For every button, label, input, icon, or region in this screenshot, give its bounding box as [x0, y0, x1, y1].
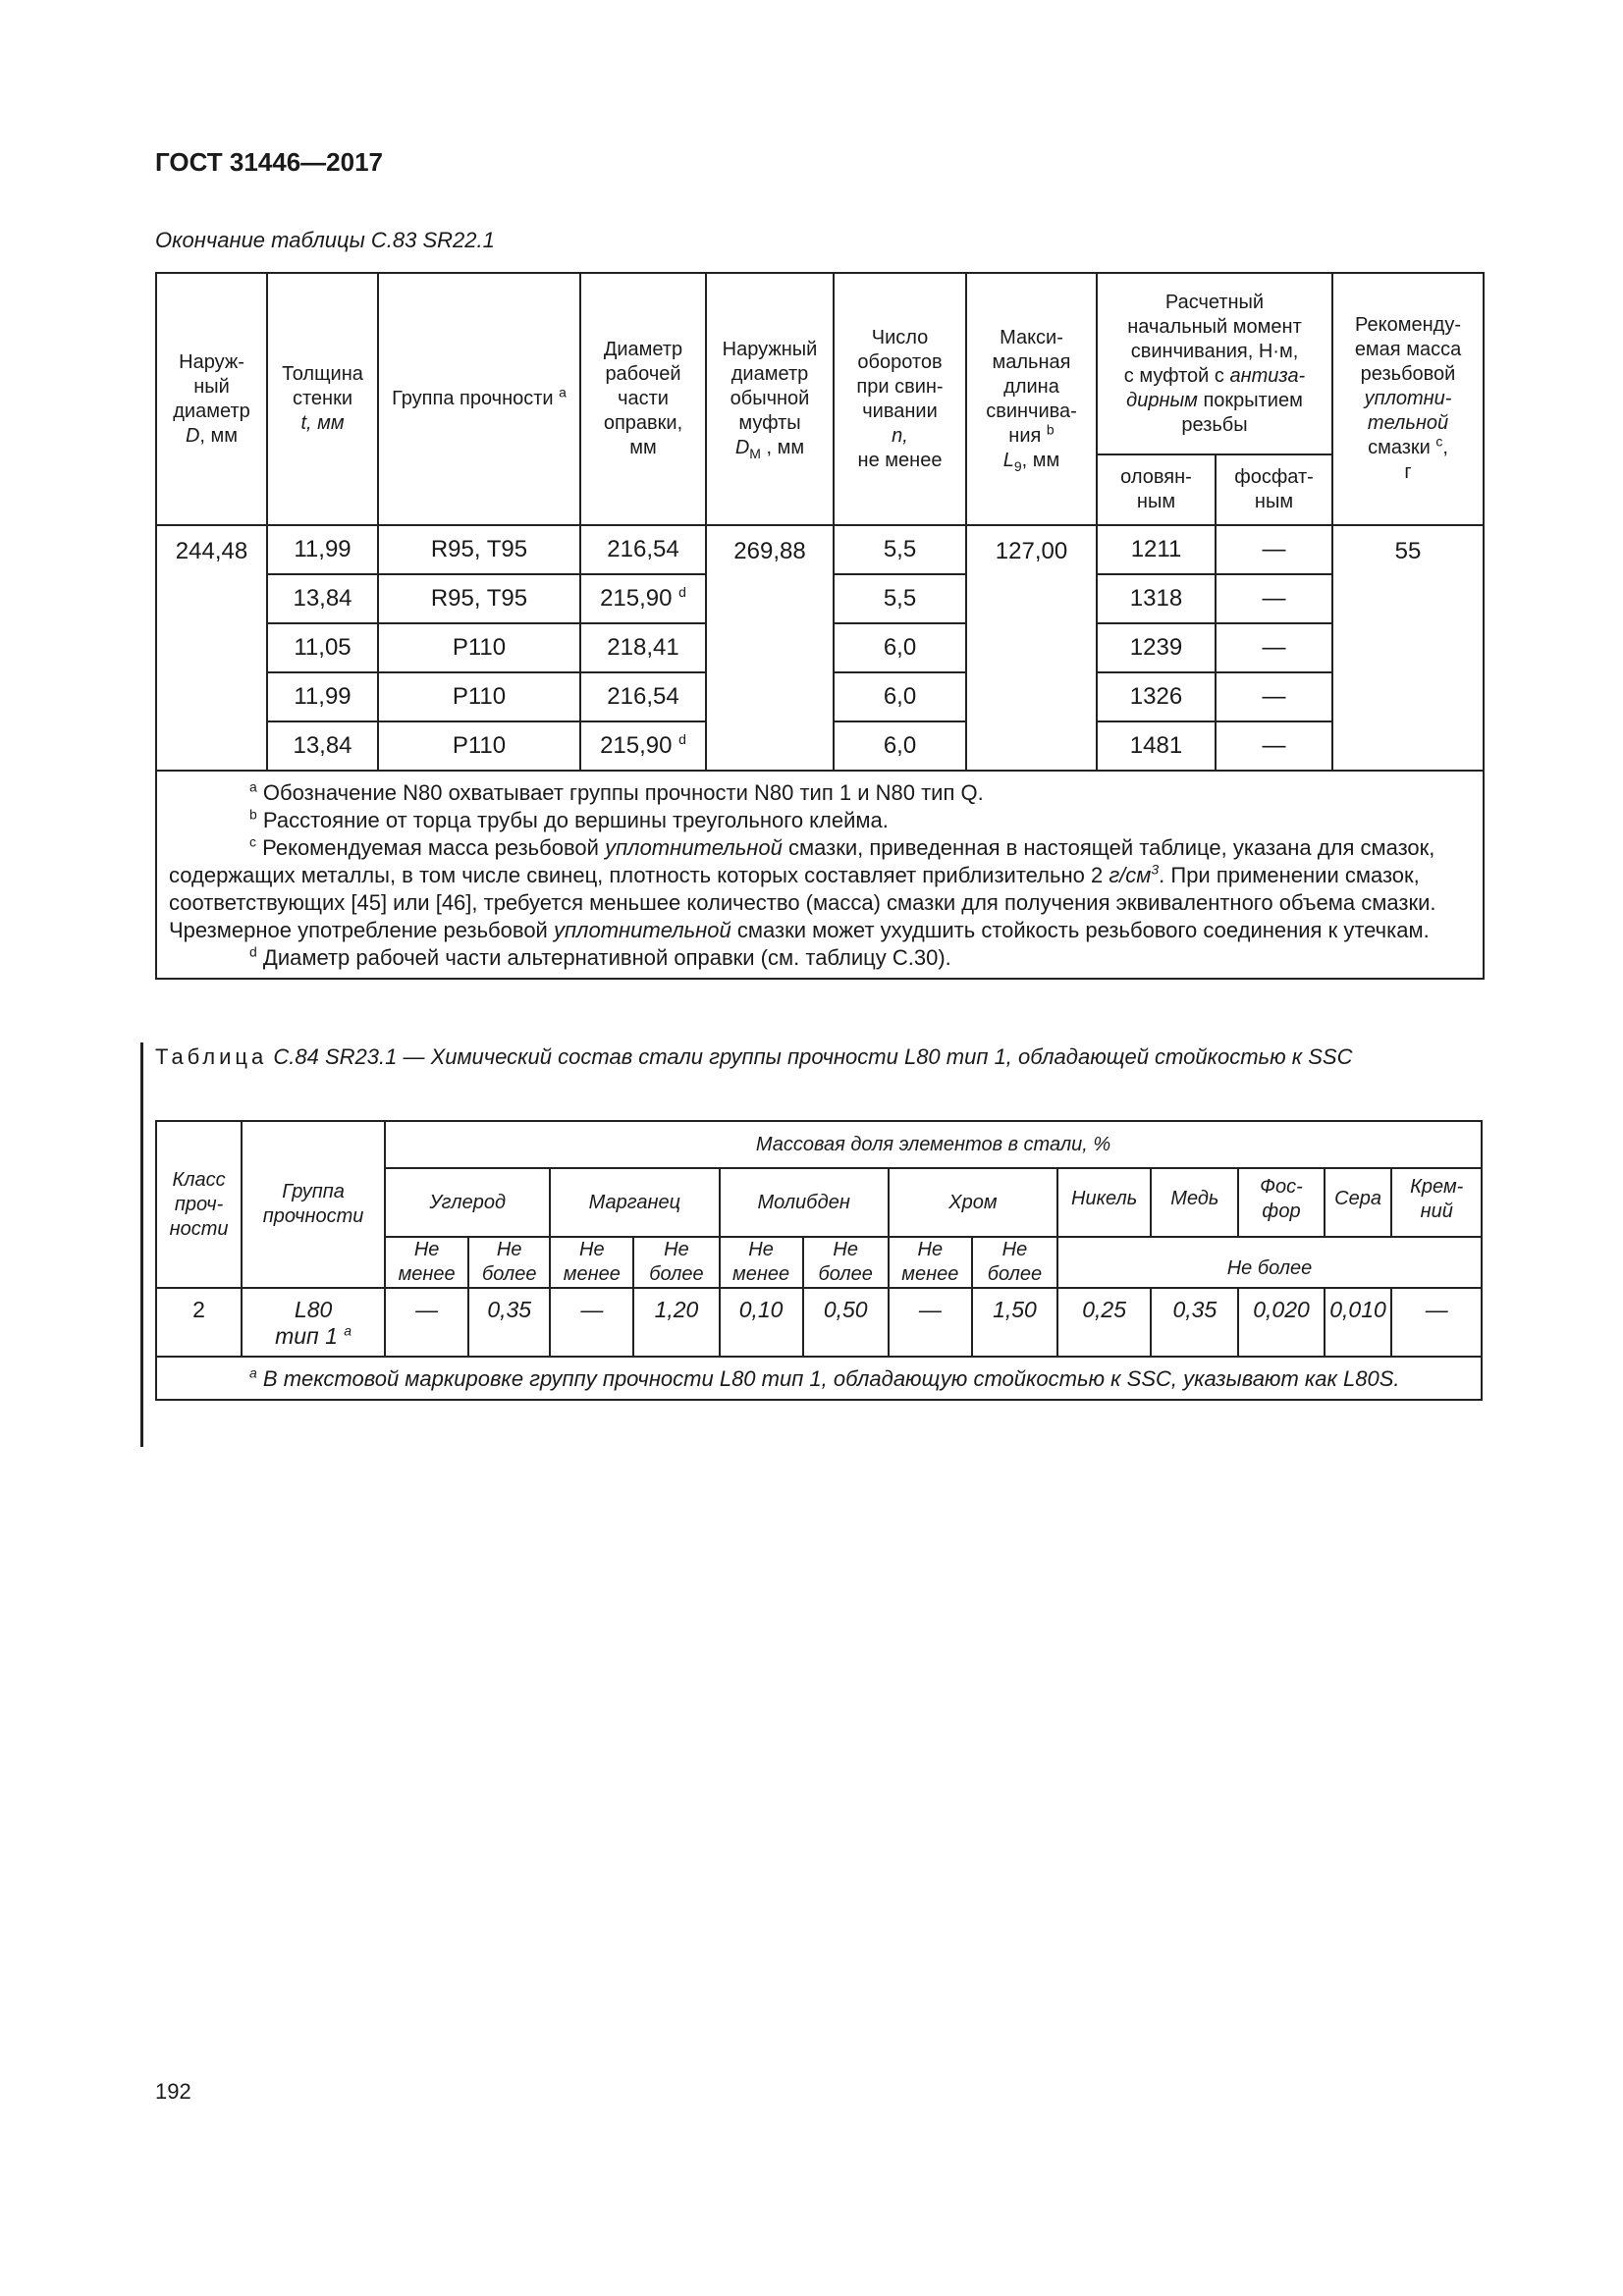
- cell-wall: 13,84: [267, 574, 378, 623]
- header-molybdenum: Молибден: [720, 1168, 889, 1237]
- header-makeup-torque: Расчетный начальный момент свинчивания, Н·м, с муфтой с антиза- дирным покрытием резьбы: [1097, 273, 1332, 454]
- header-tin-coating: оловян- ным: [1097, 454, 1216, 525]
- cell-tin: 1239: [1097, 623, 1216, 672]
- cell-tin: 1326: [1097, 672, 1216, 721]
- cell-mn-min: —: [550, 1288, 633, 1357]
- table-row: [156, 1288, 1482, 1357]
- cell-grade: R95, T95: [378, 525, 580, 574]
- cell-mo-max: 0,50: [803, 1288, 889, 1357]
- note-a: $^a$ Обозначение N80 охватывает группы прочности N80 тип 1 и N80 тип Q.: [249, 778, 984, 805]
- cell-tin: 1211: [1097, 525, 1216, 574]
- table1: [155, 272, 1485, 980]
- cell-phos: —: [1216, 721, 1332, 771]
- cell-tin: 1318: [1097, 574, 1216, 623]
- header-max-length: Макси- мальная длина свинчива- ния $^b$ $L_9$, мм: [966, 273, 1097, 525]
- header-molybdenum-min: Не менее: [720, 1237, 803, 1288]
- cell-mandrel: 216,54: [580, 525, 706, 574]
- header-silicon: Крем- ний: [1391, 1168, 1482, 1237]
- cell-coupling-diameter: 269,88: [706, 525, 834, 771]
- page-number: 192: [155, 2079, 191, 2104]
- cell-mo-min: 0,10: [720, 1288, 803, 1357]
- header-carbon-max: Не более: [468, 1237, 550, 1288]
- header-molybdenum-max: Не более: [803, 1237, 889, 1288]
- document-header: ГОСТ 31446—2017: [155, 147, 383, 177]
- cell-turns: 6,0: [834, 623, 966, 672]
- cell-grade: L80 тип 1 $^a$: [242, 1288, 385, 1357]
- header-sulfur: Сера: [1325, 1168, 1392, 1237]
- cell-wall: 11,99: [267, 672, 378, 721]
- header-phosphate-coating: фосфат- ным: [1216, 454, 1332, 525]
- cell-si: —: [1391, 1288, 1482, 1357]
- header-chromium: Хром: [889, 1168, 1057, 1237]
- cell-max-length: 127,00: [966, 525, 1097, 771]
- cell-grade: R95, T95: [378, 574, 580, 623]
- note-d: $^d$ Диаметр рабочей части альтернативной оправки (см. таблицу С.30).: [249, 943, 951, 970]
- table2: [155, 1120, 1483, 1401]
- header-max-common: Не более: [1057, 1237, 1482, 1288]
- header-chromium-max: Не более: [972, 1237, 1057, 1288]
- cell-mandrel: 218,41: [580, 623, 706, 672]
- cell-phos: —: [1216, 525, 1332, 574]
- header-mass-fraction: Массовая доля элементов в стали, %: [385, 1121, 1482, 1168]
- note-c: $^c$ Рекомендуемая масса резьбовой уплотнительной смазки, приведенная в настоящей таблице, указана для смазок, содержащих металлы, в том числе свинец, плотность которых составляет приблизительно 2 $г/см^3$. При применении смазок, соответствующих [45] или [46], требуется меньшее количество (масса) смазки для получения эквивалентного объема смазки. Чрезмерное употребление резьбовой уплотнительной смазки может ухудшить стойкость резьбового соединения к утечкам.: [169, 833, 1436, 942]
- cell-phos: —: [1216, 672, 1332, 721]
- cell-p: 0,020: [1238, 1288, 1324, 1357]
- cell-cr-max: 1,50: [972, 1288, 1057, 1357]
- cell-s: 0,010: [1325, 1288, 1392, 1357]
- table-row: [156, 525, 1484, 574]
- cell-grade: P110: [378, 623, 580, 672]
- header-phosphorus: Фос- фор: [1238, 1168, 1324, 1237]
- cell-cu: 0,35: [1151, 1288, 1238, 1357]
- table2-note: $^a$ В текстовой маркировке группу прочности L80 тип 1, обладающую стойкостью к SSC, указывают как L80S.: [156, 1357, 1482, 1400]
- revision-bar: [140, 1042, 143, 1447]
- cell-wall: 13,84: [267, 721, 378, 771]
- cell-outer-diameter: 244,48: [156, 525, 267, 771]
- cell-turns: 6,0: [834, 672, 966, 721]
- cell-class: 2: [156, 1288, 242, 1357]
- cell-cr-min: —: [889, 1288, 972, 1357]
- header-carbon-min: Не менее: [385, 1237, 468, 1288]
- header-strength-group: Группа прочности: [242, 1121, 385, 1288]
- cell-wall: 11,99: [267, 525, 378, 574]
- header-manganese-max: Не более: [633, 1237, 719, 1288]
- header-grease-mass: Рекоменду- емая масса резьбовой уплотни- тельной смазки $^c$, г: [1332, 273, 1484, 525]
- header-class: Класс проч- ности: [156, 1121, 242, 1288]
- header-wall-thickness: Толщина стенки t, мм: [267, 273, 378, 525]
- header-turns: Число оборотов при свин- чивании n, не менее: [834, 273, 966, 525]
- cell-c-min: —: [385, 1288, 468, 1357]
- note-b: $^b$ Расстояние от торца трубы до вершины треугольного клейма.: [249, 806, 889, 832]
- cell-grease-mass: 55: [1332, 525, 1484, 771]
- header-coupling-diameter: Наружный диаметр обычной муфты $D_М$ , мм: [706, 273, 834, 525]
- header-nickel: Никель: [1057, 1168, 1151, 1237]
- header-mandrel-diameter: Диаметр рабочей части оправки, мм: [580, 273, 706, 525]
- header-carbon: Углерод: [385, 1168, 550, 1237]
- cell-mn-max: 1,20: [633, 1288, 719, 1357]
- table1-caption: Окончание таблицы С.83 SR22.1: [155, 228, 495, 252]
- cell-phos: —: [1216, 574, 1332, 623]
- cell-turns: 6,0: [834, 721, 966, 771]
- cell-turns: 5,5: [834, 574, 966, 623]
- cell-tin: 1481: [1097, 721, 1216, 771]
- cell-turns: 5,5: [834, 525, 966, 574]
- cell-wall: 11,05: [267, 623, 378, 672]
- header-chromium-min: Не менее: [889, 1237, 972, 1288]
- header-outer-diameter: Наруж- ный диаметр D, мм: [156, 273, 267, 525]
- header-manganese-min: Не менее: [550, 1237, 633, 1288]
- cell-mandrel: 215,90 $^d$: [580, 574, 706, 623]
- cell-c-max: 0,35: [468, 1288, 550, 1357]
- cell-mandrel: 215,90 $^d$: [580, 721, 706, 771]
- table2-caption: Таблица С.84 SR23.1 — Химический состав стали группы прочности L80 тип 1, обладающей стойкостью к SSC: [155, 1044, 1353, 1069]
- cell-ni: 0,25: [1057, 1288, 1151, 1357]
- cell-grade: P110: [378, 721, 580, 771]
- header-manganese: Марганец: [550, 1168, 719, 1237]
- header-copper: Медь: [1151, 1168, 1238, 1237]
- cell-mandrel: 216,54: [580, 672, 706, 721]
- cell-phos: —: [1216, 623, 1332, 672]
- table1-notes: [156, 771, 1484, 979]
- cell-grade: P110: [378, 672, 580, 721]
- header-strength-group: Группа прочности $^a$: [378, 273, 580, 525]
